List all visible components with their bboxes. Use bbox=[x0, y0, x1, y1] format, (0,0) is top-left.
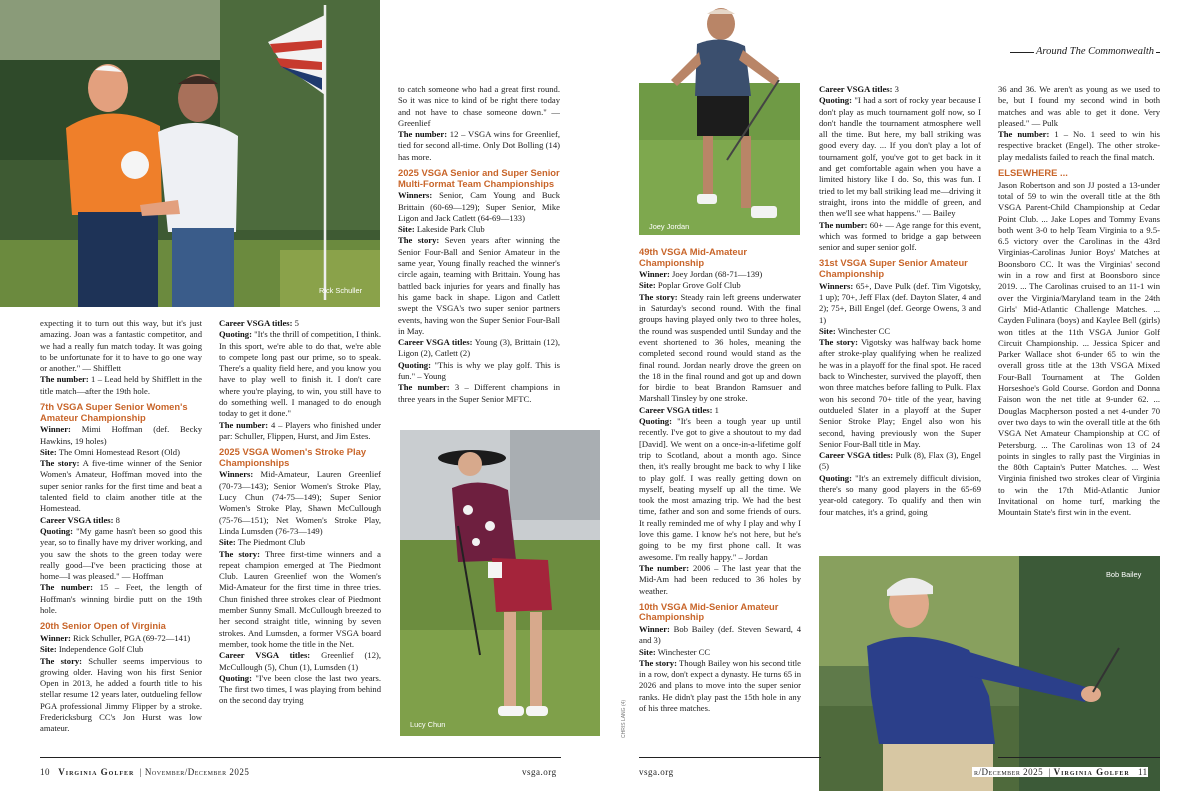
number-text: 4 – Players who finished under par: Schuller, Flippen, Hurst, and Jim Estes. bbox=[219, 419, 381, 441]
site-text: Independence Golf Club bbox=[56, 644, 144, 655]
site-text: The Omni Homestead Resort (Old) bbox=[56, 446, 180, 457]
heading-super-senior-amateur: 31st VSGA Super Senior Amateur Championship bbox=[819, 257, 968, 280]
footer-right: r/December 2025 | Virginia Golfer 11 bbox=[974, 767, 1148, 777]
column-5 bbox=[819, 84, 981, 546]
label: Quoting: bbox=[398, 359, 431, 370]
career-text: 3 bbox=[892, 84, 899, 94]
label: Winners: bbox=[819, 280, 854, 291]
quote-text: "I've been close the last two years. The first two times, I was playing from behind on the second day trying bbox=[219, 672, 381, 706]
site-text: Winchester CC bbox=[655, 646, 711, 657]
column-2 bbox=[219, 318, 381, 746]
label: Site: bbox=[639, 646, 656, 657]
label: Quoting: bbox=[639, 416, 672, 427]
label: The story: bbox=[40, 655, 83, 666]
column-1 bbox=[40, 318, 202, 746]
number-text: 3 – Different champions in three years in the Super Senior MFTC. bbox=[398, 382, 560, 404]
label: The story: bbox=[40, 458, 80, 469]
story-text: Schuller seems impervious to growing older. Having won his first Senior Open in 2013, he added a fourth title to his stellar resume 12 years later, outdueling fellow PGA professional Jimmy Flipper by a stroke. Fredericksburg CC's Jon Hurst was low amateur. bbox=[40, 655, 202, 734]
quote-text: "This is why we play golf. This is fun." – Young bbox=[398, 359, 560, 382]
number-text: 12 – VSGA wins for Greenlief, tied for second all-time. Only Dot Bolling (14) has more. bbox=[398, 129, 560, 162]
page-number-left: 10 bbox=[40, 767, 50, 777]
site-text: Winchester CC bbox=[835, 325, 891, 336]
issue-right: r/December 2025 bbox=[974, 767, 1044, 777]
winners-text: Mid-Amateur, Lauren Greenlief (70-73—143); Senior Women's Stroke Play, Lucy Chun (74-75—149); Super Senior Women's Stroke Play, Shawn McCullough (75-76—151); Net Women's Stroke Play, Linda Lumsden (76-73—149) bbox=[219, 469, 381, 536]
elsewhere-text: Jason Robertson and son JJ posted a 13-under total of 59 to win the overall title at the 8th VSGA Parent-Child Championship at Cedar Point Club. ... Jake Lopes and Tommy Evans both went 3-0 to help Team Virginia to a 9.5-6.5 victory over the Carolinas in the 43rd Virginias-Carolinas Junior Boys' Matches at Boonsboro CC. It was the Virginias' second win in a row and first at Boonsboro since 2019. ... The Carolinas cruised to an 11-1 win over the Virginia/Maryland team in the 24th Girls' Mid-Atlantic Challenge Matches. ... Cayden Fulinara (boys) and Kaylee Bell (girls) won titles at the 11th VSGA Junior Golf Circuit Championship. ... Jessica Spicer and Parker Wallace shot 6-under 65 to win the overall gross title at the 13th VSGA Mixed Four-Ball Tournament at The Golden Horseshoe's Gold Course. Gordon and Donna Faison won the net title at 9-under 62. ... Douglas Macpherson posted a net 4-under 70 over two days to win the overall title at the 6th VSGA Net Amateur Championship at CC of Petersburg. ... The Carolinas won 13 of 24 points in singles to rally past the Virginias in the 80th Captain's Putter Matches. ... West Virginia finished two strokes clear of Virginia to win the 17th Mid-Atlantic Junior Invitational on home turf, marking the Mountain State's first win in the event. bbox=[998, 179, 1160, 518]
number-text: 1 – No. 1 seed to win his respective bracket (Engel). The other stroke-play medalists failed to reach the final match. bbox=[998, 129, 1160, 162]
quote-text: "It's an extremely difficult division, there's so many good players in the 65-69 year-old category. To qualify and then win four matches, it's a grind, going bbox=[819, 472, 981, 517]
caption-bob-bailey: Bob Bailey bbox=[1106, 570, 1142, 579]
caption-rick-schuller: Rick Schuller bbox=[319, 286, 363, 295]
label: Career VSGA titles: bbox=[219, 650, 311, 661]
heading-super-senior-womens: 7th VSGA Super Senior Women's Amateur Championship bbox=[40, 401, 188, 423]
issue-left: November/December 2025 bbox=[144, 767, 250, 777]
label: Winner: bbox=[639, 269, 670, 280]
story-text: Vigotsky was halfway back home after stroke-play qualifying when he realized he was in a playoff for the final spot. He raced back to Winchester, survived the playoff, then won three matches before falling to Pulk. Flax won his second 70+ title of the year, having outdueled Slater in a playoff at the Super Senior Stroke Play; Engel also won his second, having previously won the Super Senior Four-Ball title in May. bbox=[819, 337, 981, 449]
winner-text: Rick Schuller, PGA (69-72—141) bbox=[70, 632, 191, 643]
heading-womens-stroke-play: 2025 VSGA Women's Stroke Play Championships bbox=[219, 446, 367, 468]
label: The number: bbox=[998, 129, 1050, 140]
story-text: Though Bailey won his second title in a row, don't expect a dynasty. He turns 65 in 2026 and plans to move into the super senior ranks. He didn't play past the 15th hole in any of his three matches. bbox=[639, 657, 801, 714]
label: The number: bbox=[40, 582, 93, 593]
column-6 bbox=[998, 84, 1160, 546]
col1-continuation: expecting it to turn out this way, but it's just amazing. Joan was a fantastic competitor, and we had a really fun match today. It was going to be unfortunate for it to have to go one way or another." — Shifflett bbox=[40, 318, 202, 374]
career-text: 8 bbox=[113, 514, 120, 525]
photo-lucy-chun bbox=[400, 430, 600, 736]
label: Site: bbox=[398, 224, 415, 235]
label: Quoting: bbox=[219, 672, 252, 683]
label: The story: bbox=[219, 548, 260, 559]
column-3 bbox=[398, 84, 560, 424]
story-text: Seven years after winning the Senior Four-Ball and Senior Amateur in the same year, Young finally reached the winner's circle again, teaming with Brittain. Young has battled back injuries for years and finally has his game back in shape. Ligon and Catlett swept the VSGA's two super senior partners events, having won the Super Senior Four-Ball in May. bbox=[398, 235, 560, 336]
photo-rick-schuller-image bbox=[0, 0, 380, 307]
col6-continuation: 36 and 36. We aren't as young as we used to be, but I found my second wind in both matches and was able to get it done. Very pleased." — Pulk bbox=[998, 84, 1160, 128]
label: Site: bbox=[639, 280, 656, 291]
number-text: 2006 – The last year that the Mid-Am had been reduced to 36 holes by weather. bbox=[639, 562, 801, 596]
site-text: Lakeside Park Club bbox=[414, 224, 485, 235]
quote-text: "My game hasn't been so good this year, so to finally have my driver working, and you saw the shots to the green today were really good—I've been practicing those at home—I was pleased." — Hoffman bbox=[40, 525, 202, 582]
photo-bob-bailey bbox=[819, 556, 1160, 791]
career-text: 1 bbox=[712, 404, 719, 415]
label: The story: bbox=[819, 337, 858, 348]
label: The story: bbox=[398, 235, 440, 246]
label: The number: bbox=[398, 382, 450, 393]
label: Career VSGA titles: bbox=[819, 84, 893, 94]
label: Career VSGA titles: bbox=[219, 318, 293, 328]
winner-text: Mimi Hoffman (def. Becky Hawkins, 19 holes) bbox=[40, 424, 202, 446]
photo-lucy-chun-image bbox=[400, 430, 600, 736]
heading-mid-senior: 10th VSGA Mid-Senior Amateur Championship bbox=[639, 600, 779, 623]
number-text: 60+ — Age range for this event, which was formed to bridge a gap between senior and super senior golf. bbox=[819, 219, 981, 253]
winners-text: Senior, Cam Young and Buck Brittain (60-69—129); Super Senior, Mike Ligon and Jack Catlett (64-69—133) bbox=[398, 190, 560, 223]
label: The number: bbox=[639, 562, 690, 573]
col1-number-text: 1 – Lead held by Shifflett in the title match—after the 19th hole. bbox=[40, 374, 202, 396]
section-label: Around The Commonwealth bbox=[1036, 46, 1155, 57]
col3-continuation: to catch someone who had a great first round. So it was nice to kind of be right there today and not have to chase someone down." — Greenlief bbox=[398, 84, 560, 128]
label: Site: bbox=[219, 537, 236, 548]
label: Winners: bbox=[219, 469, 254, 480]
column-4 bbox=[639, 245, 801, 745]
label: Winner: bbox=[40, 632, 71, 643]
career-text: Greenlief (12), McCullough (5), Chun (1), Lumsden (1) bbox=[219, 650, 381, 672]
footer-rule-right-2 bbox=[998, 757, 1160, 758]
site-right: vsga.org bbox=[639, 767, 674, 777]
heading-multi-format-team: 2025 VSGA Senior and Super Senior Multi-Format Team Championships bbox=[398, 167, 560, 189]
label: Winner: bbox=[639, 623, 670, 634]
footer-left: 10 Virginia Golfer | November/December 2025 bbox=[40, 767, 250, 777]
page-number-right: 11 bbox=[1138, 767, 1148, 777]
photo-bob-bailey-image bbox=[819, 556, 1160, 791]
label: Winner: bbox=[40, 424, 71, 435]
site-left: vsga.org bbox=[522, 767, 557, 777]
label: Quoting: bbox=[819, 95, 852, 106]
footer-rule-right bbox=[639, 757, 821, 758]
label: The story: bbox=[639, 291, 678, 302]
label: Quoting: bbox=[40, 525, 73, 536]
winners-text: 65+, Dave Pulk (def. Tim Vigotsky, 1 up); 70+, Jeff Flax (def. Dayton Slater, 4 and 2); 75+, Bill Engel (def. George Owens, 3 and 1) bbox=[819, 280, 981, 325]
quote-text: "I had a sort of rocky year because I don't play as much tournament golf now, so I don't handle the tournament atmosphere well all the time. But here, my ball striking was good every day. ... If you don't play a lot of tournament golf, you've got to get back in it and get comfortable again when you have a limited history like I do. So, this was fun. I tried to let my ball striking lead me—driving it straight, irons into the middle of green, and then we'll see what happens." — Bailey bbox=[819, 95, 981, 219]
career-text: 5 bbox=[292, 318, 299, 328]
photo-rick-schuller bbox=[0, 0, 380, 307]
story-text: A five-time winner of the Senior Women's Amateur, Hoffman moved into the super senior ranks for the first time and beat a talented field to claim another title at the Homestead. bbox=[40, 458, 202, 514]
photo-joey-jordan-image bbox=[639, 0, 800, 235]
label: Career VSGA titles: bbox=[819, 450, 894, 461]
label: Site: bbox=[40, 644, 57, 655]
career-text: Young (3), Brittain (12), Ligon (2), Catlett (2) bbox=[398, 337, 560, 359]
label: The number: bbox=[398, 129, 448, 140]
site-text: Poplar Grove Golf Club bbox=[655, 280, 741, 291]
magazine-name-right: Virginia Golfer bbox=[1053, 767, 1130, 777]
label: Career VSGA titles: bbox=[398, 337, 473, 348]
heading-senior-open: 20th Senior Open of Virginia bbox=[40, 620, 166, 632]
story-text: Three first-time winners and a repeat champion emerged at The Piedmont Club. Lauren Greenlief won the Women's Mid-Amateur for the first time in three tries. Chun finished three strokes clear of Piedmont member Sunny Small. McCullough breezed to her second straight title, winning by seven strokes. And Lumsden, a former VSGA board member, took home the title in the Net. bbox=[219, 548, 381, 649]
label: The number: bbox=[819, 219, 868, 230]
label: Quoting: bbox=[219, 329, 252, 340]
label: Career VSGA titles: bbox=[40, 514, 114, 525]
label: Site: bbox=[40, 446, 57, 457]
winner-text: Joey Jordan (68-71—139) bbox=[669, 269, 763, 280]
story-text: Steady rain left greens underwater in Saturday's second round. With the final groups having played only two to three holes, the round was suspended until Sunday and the event shortened to 36 holes, meaning the completed second round would stand as the final round. Jordan nearly drove the green on the 18 in the final round and got up and down for birdie to beat Brandon Ramsuer and Marshall Tinsley by one stroke. bbox=[639, 291, 801, 404]
label: Winners: bbox=[398, 190, 433, 201]
winner-text: Bob Bailey (def. Steven Seward, 4 and 3) bbox=[639, 623, 801, 646]
footer-rule-left bbox=[40, 757, 561, 758]
magazine-name-left: Virginia Golfer bbox=[58, 767, 135, 777]
label: The story: bbox=[639, 657, 677, 668]
heading-mid-amateur: 49th VSGA Mid-Amateur Championship bbox=[639, 246, 747, 268]
caption-joey-jordan: Joey Jordan bbox=[649, 222, 690, 231]
label: Site: bbox=[819, 325, 836, 336]
label: The number: bbox=[219, 419, 269, 430]
quote-text: "It's the thrill of competition, I think. In this sport, we're able to do that, we're able to compete long past our prime, so to speak. There's a quality field here, and you know you have to play well to finish it. I don't care where you're playing, to win, you still have to do something well. I managed to do enough today to get it done." bbox=[219, 329, 381, 419]
photo-credit: CHRIS LANG (4) bbox=[621, 699, 627, 738]
caption-lucy-chun: Lucy Chun bbox=[410, 720, 446, 729]
career-text: Pulk (8), Flax (3), Engel (5) bbox=[819, 450, 981, 472]
label: Career VSGA titles: bbox=[639, 404, 713, 415]
quote-text: "It's been a tough year up until recently. I've got to give a shoutout to my dad [David]. We went on a once-in-a-lifetime golf trip to Scotland, about a month ago. Since then, it's really brought me back to why I like to play golf. I was really getting down on myself, beating myself up all the time. We took the most amazing trip. We had the best time, father and son and some friends of ours. It really reminded me of why I play and why I love this game. I know he's not here, but he's going to be my first phone call. It was awesome. I'm really happy." – Jordan bbox=[639, 416, 801, 562]
site-text: The Piedmont Club bbox=[235, 537, 306, 548]
photo-joey-jordan bbox=[639, 0, 800, 235]
number-text: 15 – Feet, the length of Hoffman's winning birdie putt on the 19th hole. bbox=[40, 582, 202, 616]
col1-number-label: The number: bbox=[40, 374, 89, 385]
label: Quoting: bbox=[819, 472, 852, 483]
heading-elsewhere: ELSEWHERE ... bbox=[998, 167, 1068, 179]
